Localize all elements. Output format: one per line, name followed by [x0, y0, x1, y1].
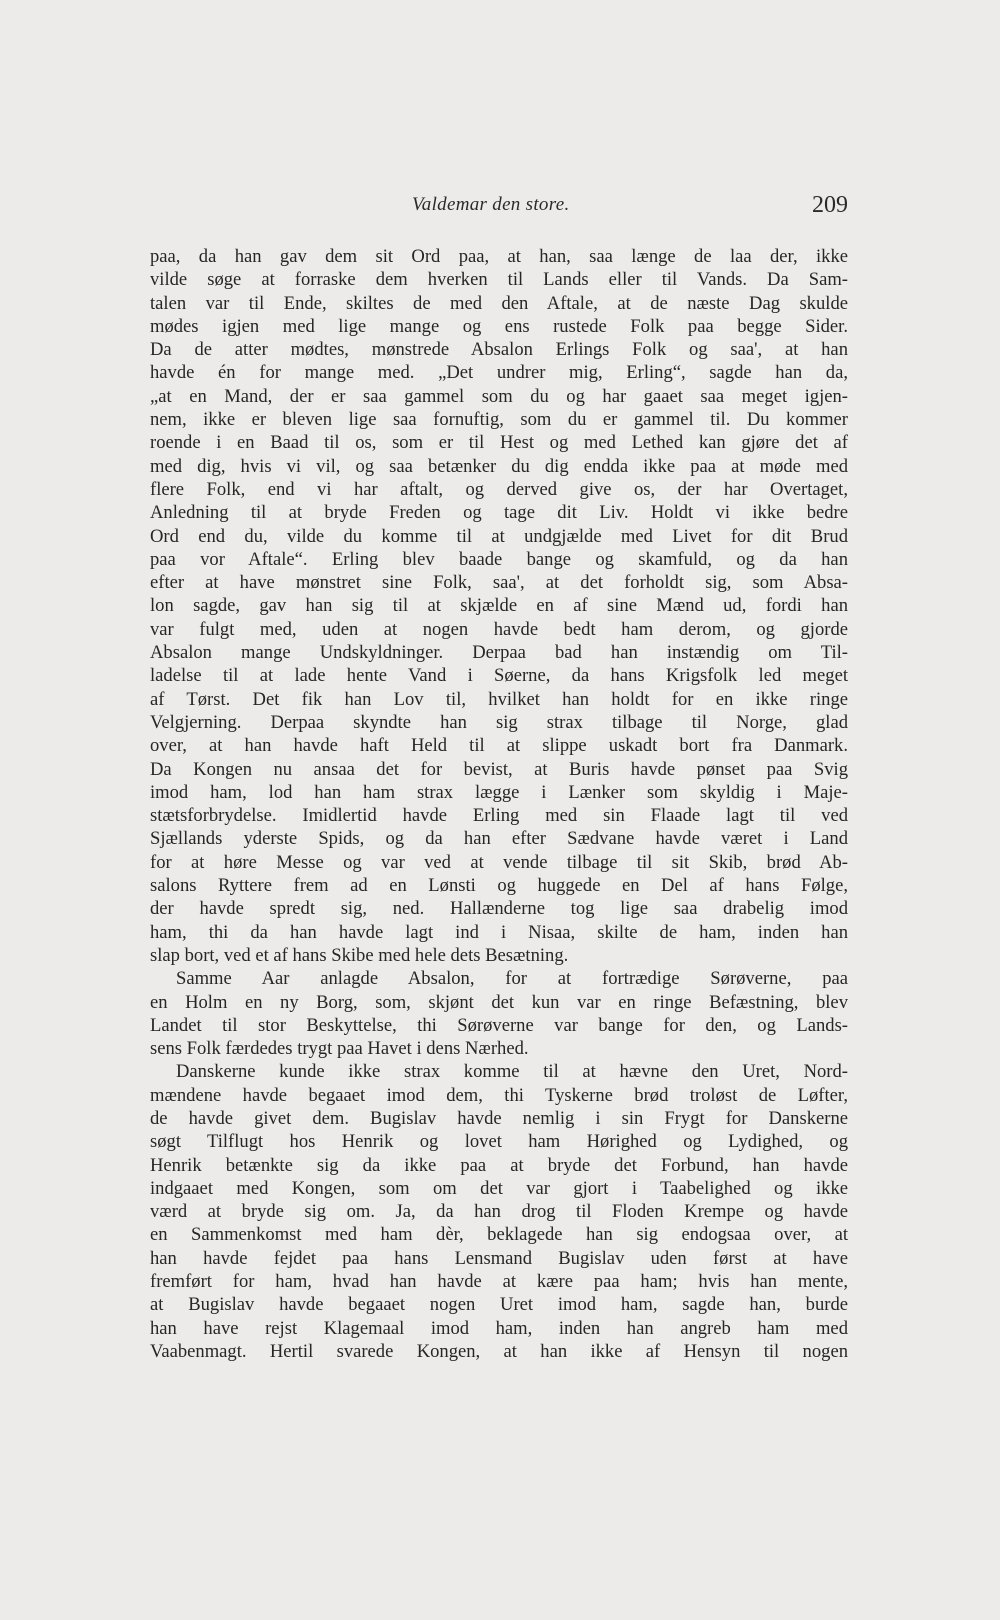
text-line: efter at have mønstret sine Folk, saa', at det forholdt sig, som Absa- [150, 572, 848, 594]
text-line: ham, thi da han havde lagt ind i Nisaa, skilte de ham, inden han [150, 921, 848, 943]
text-line: sens Folk færdedes trygt paa Havet i dens Nærhed. [150, 1038, 529, 1060]
text-line: med dig, hvis vi vil, og saa betænker du dig endda ikke paa at møde med [150, 455, 848, 477]
text-line: Da de atter mødtes, mønstrede Absalon Erlings Folk og saa', at han [150, 339, 848, 361]
text-line: søgt Tilflugt hos Henrik og lovet ham Hørighed og Lydighed, og [150, 1131, 848, 1153]
text-line: stætsforbrydelse. Imidlertid havde Erling med sin Flaade lagt til ved [150, 805, 848, 827]
text-line: Sjællands yderste Spids, og da han efter Sædvane havde været i Land [150, 828, 848, 850]
text-line: de havde givet dem. Bugislav havde nemlig i sin Frygt for Danskerne [150, 1107, 848, 1129]
body-text [150, 245, 848, 1363]
text-line: talen var til Ende, skiltes de med den Aftale, at de næste Dag skulde [150, 292, 848, 314]
text-line: Ord end du, vilde du komme til at undgjælde med Livet for dit Brud [150, 525, 848, 547]
text-line: Vaabenmagt. Hertil svarede Kongen, at han ikke af Hensyn til nogen [150, 1340, 848, 1362]
text-line: lon sagde, gav han sig til at skjælde en af sine Mænd ud, fordi han [150, 595, 848, 617]
text-line: nem, ikke er bleven lige saa fornuftig, som du er gammel til. Du kommer [150, 409, 848, 431]
running-head [150, 192, 848, 228]
text-line: Danskerne kunde ikke strax komme til at hævne den Uret, Nord- [176, 1061, 848, 1083]
text-line: var fulgt med, uden at nogen havde bedt ham derom, og gjorde [150, 618, 848, 640]
text-line: han havde fejdet paa hans Lensmand Bugislav uden først at have [150, 1247, 848, 1269]
text-line: ladelse til at lade hente Vand i Søerne, da hans Krigsfolk led meget [150, 665, 848, 687]
text-line: for at høre Messe og var ved at vende tilbage til sit Skib, brød Ab- [150, 851, 848, 873]
text-line: mødes igjen med lige mange og ens rustede Folk paa begge Sider. [150, 315, 848, 337]
text-line: Da Kongen nu ansaa det for bevist, at Buris havde pønset paa Svig [150, 758, 848, 780]
text-line: „at en Mand, der er saa gammel som du og har gaaet saa meget igjen- [150, 385, 848, 407]
text-line: havde én for mange med. „Det undrer mig, Erling“, sagde han da, [150, 362, 848, 384]
text-line: en Sammenkomst med ham dèr, beklagede han sig endogsaa over, at [150, 1224, 848, 1246]
text-line: en Holm en ny Borg, som, skjønt det kun var en ringe Befæstning, blev [150, 991, 848, 1013]
text-line: flere Folk, end vi har aftalt, og derved give os, der har Overtaget, [150, 478, 848, 500]
text-line: salons Ryttere frem ad en Lønsti og huggede en Del af hans Følge, [150, 875, 848, 897]
text-line: Anledning til at bryde Freden og tage dit Liv. Holdt vi ikke bedre [150, 502, 848, 524]
page-number: 209 [812, 192, 848, 218]
text-line: han have rejst Klagemaal imod ham, inden han angreb ham med [150, 1317, 848, 1339]
text-line: Landet til stor Beskyttelse, thi Sørøverne var bange for den, og Lands- [150, 1014, 848, 1036]
text-line: imod ham, lod han ham strax lægge i Lænker som skyldig i Maje- [150, 781, 848, 803]
text-line: Absalon mange Undskyldninger. Derpaa bad han instændig om Til- [150, 642, 848, 664]
text-line: at Bugislav havde begaaet nogen Uret imod ham, sagde han, burde [150, 1294, 848, 1316]
text-line: Velgjerning. Derpaa skyndte han sig strax tilbage til Norge, glad [150, 711, 848, 733]
text-line: roende i en Baad til os, som er til Hest og med Lethed kan gjøre det af [150, 432, 848, 454]
text-line: indgaaet med Kongen, som om det var gjort i Taabelighed og ikke [150, 1177, 848, 1199]
text-line: fremført for ham, hvad han havde at kære paa ham; hvis han mente, [150, 1271, 848, 1293]
text-line: paa vor Aftale“. Erling blev baade bange og skamfuld, og da han [150, 548, 848, 570]
text-line: Samme Aar anlagde Absalon, for at fortrædige Sørøverne, paa [176, 968, 848, 990]
text-line: paa, da han gav dem sit Ord paa, at han, saa længe de laa der, ikke [150, 246, 848, 267]
text-line: værd at bryde sig om. Ja, da han drog til Floden Krempe og havde [150, 1201, 848, 1223]
running-title: Valdemar den store. [412, 194, 570, 215]
text-line: slap bort, ved et af hans Skibe med hele dets Besætning. [150, 944, 569, 966]
text-line: af Tørst. Det fik han Lov til, hvilket han holdt for en ikke ringe [150, 688, 848, 710]
text-line: Henrik betænkte sig da ikke paa at bryde det Forbund, han havde [150, 1154, 848, 1176]
text-line: over, at han havde haft Held til at slippe uskadt bort fra Danmark. [150, 735, 848, 757]
text-line: vilde søge at forraske dem hverken til Lands eller til Vands. Da Sam- [150, 269, 848, 291]
text-line: mændene havde begaaet imod dem, thi Tyskerne brød troløst de Løfter, [150, 1084, 848, 1106]
text-line: der havde spredt sig, ned. Hallænderne tog lige saa drabelig imod [150, 898, 848, 920]
